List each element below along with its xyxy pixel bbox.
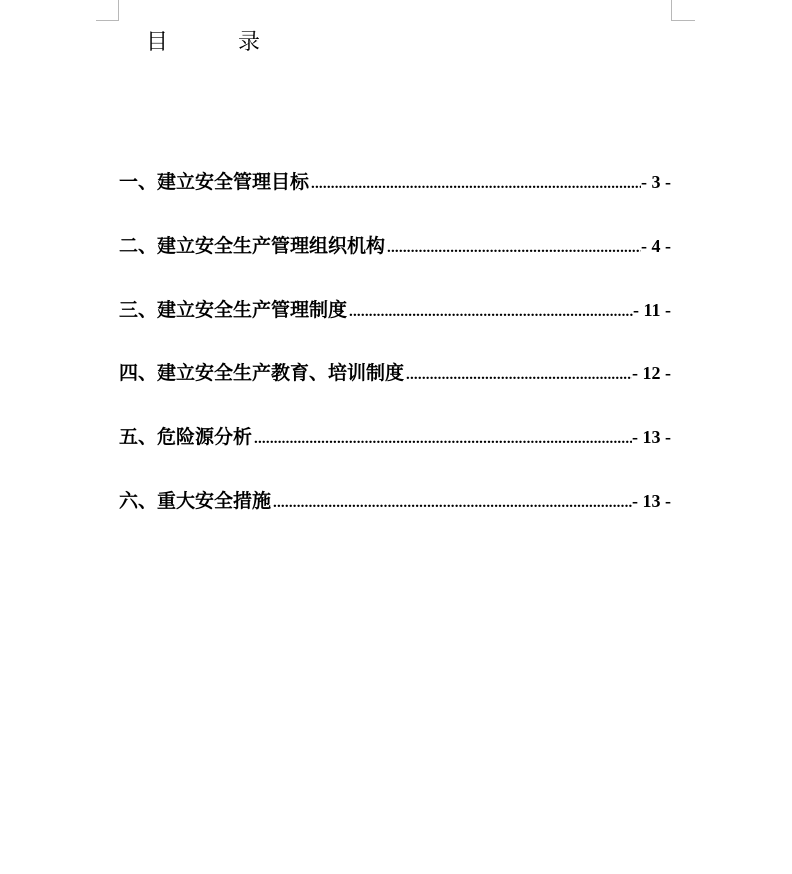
toc-entry-page: - 11 - (633, 299, 671, 320)
toc-dot-leader (311, 168, 641, 200)
toc-entry-page: - 4 - (641, 235, 671, 256)
toc-dot-leader (273, 487, 632, 519)
toc-entry-number: 五、 (119, 426, 158, 449)
toc-entry-number: 二、 (119, 234, 158, 257)
toc-entry-4[interactable] (119, 357, 671, 389)
crop-mark-top-left (96, 0, 119, 21)
toc-entry-text: 建立安全生产管理制度 (157, 298, 348, 321)
toc-entry-text: 建立安全生产管理组织机构 (157, 234, 386, 257)
toc-entry-page: - 12 - (632, 363, 671, 384)
toc-entry-3[interactable] (119, 294, 671, 326)
toc-entry-page: - 13 - (632, 427, 671, 448)
toc-dot-leader (406, 359, 632, 391)
toc-list (119, 166, 671, 549)
toc-entry-text: 建立安全生产教育、培训制度 (157, 362, 405, 385)
toc-entry-6[interactable] (119, 485, 671, 517)
toc-entry-page: - 13 - (632, 490, 671, 511)
crop-mark-top-right (671, 0, 695, 21)
toc-dot-leader (349, 296, 633, 328)
toc-entry-text: 危险源分析 (157, 426, 253, 449)
toc-entry-page: - 3 - (641, 172, 671, 192)
toc-entry-2[interactable] (119, 230, 671, 262)
toc-entry-text: 重大安全措施 (157, 489, 272, 512)
toc-entry-number: 四、 (119, 362, 158, 385)
toc-dot-leader (254, 423, 632, 455)
toc-entry-number: 六、 (119, 489, 158, 512)
toc-entry-number: 一、 (119, 171, 158, 193)
toc-dot-leader (387, 232, 641, 264)
toc-title: 目 录 (146, 30, 285, 55)
toc-entry-text: 建立安全管理目标 (157, 171, 310, 193)
toc-entry-5[interactable] (119, 421, 671, 453)
toc-entry-number: 三、 (119, 298, 158, 321)
toc-entry-1[interactable] (119, 166, 671, 198)
